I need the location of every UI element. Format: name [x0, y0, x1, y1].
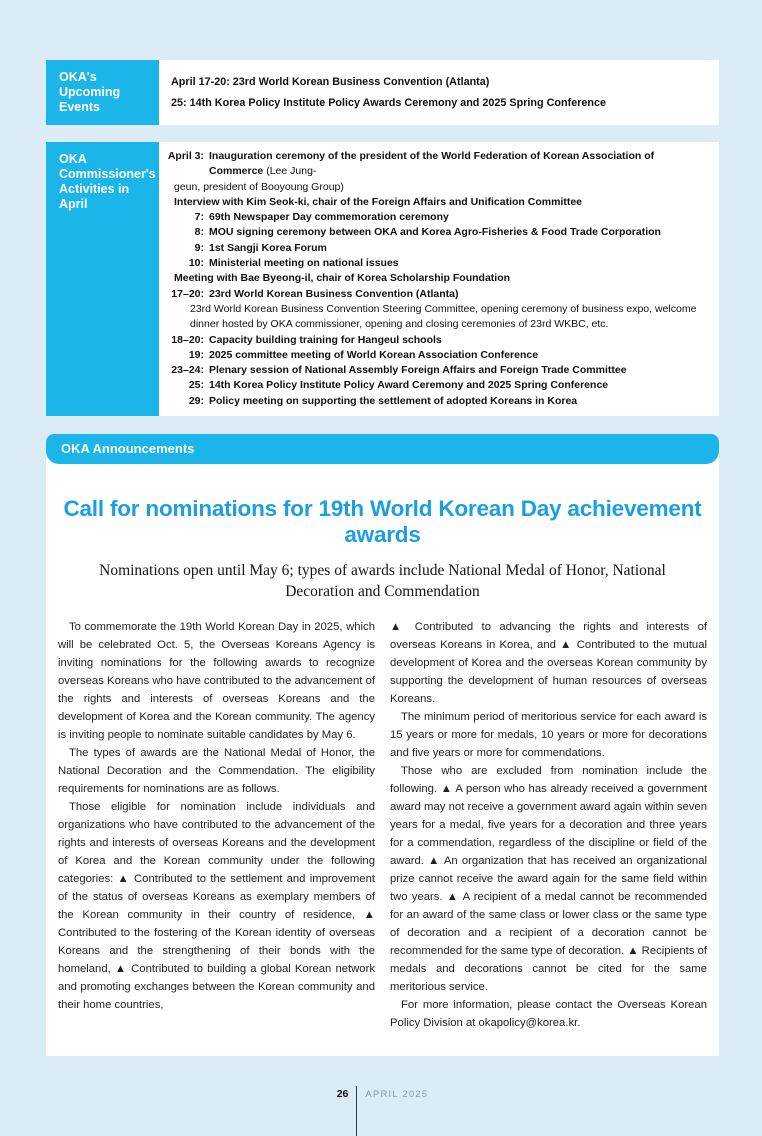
- activity-text: geun, president of Booyoung Group): [174, 180, 344, 193]
- activity-date-label: 29:: [188, 394, 204, 407]
- activity-row: [164, 348, 711, 363]
- activity-date-label: 17–20:: [171, 287, 204, 300]
- article-paragraph: For more information, please contact the Overseas Korean Policy Division at okapolicy@korea.kr.: [390, 999, 707, 1030]
- announcements-bar: OKA Announcements: [46, 434, 719, 464]
- activity-text: 14th Korea Policy Institute Policy Award Ceremony and 2025 Spring Conference: [209, 379, 609, 392]
- heading-line: OKA: [59, 152, 87, 166]
- activity-row: [190, 317, 711, 332]
- heading-line: OKA's: [59, 70, 97, 84]
- article-paragraph: ▲ Contributed to advancing the rights and interests of overseas Koreans in Korea, and ▲ Contributed to the mutual development of Korea and the overseas Korean community by supporting the development of human resources of overseas Koreans.: [390, 621, 707, 706]
- activity-row: [164, 149, 711, 180]
- article-paragraph: The minimum period of meritorious service for each award is 15 years or more for medals, 10 years or more for decorations and five years or more for commendations.: [390, 711, 707, 760]
- commissioner-activities-section: [46, 142, 719, 416]
- activity-text: Capacity building training for Hangeul schools: [209, 333, 442, 346]
- heading-line: April: [59, 197, 88, 211]
- activity-date-label: 18–20:: [171, 333, 204, 346]
- activity-text: Meeting with Bae Byeong-il, chair of Korea Scholarship Foundation: [174, 272, 511, 285]
- activity-text: Interview with Kim Seok-ki, chair of the Foreign Affairs and Unification Committee: [174, 195, 583, 208]
- commissioner-activities-heading: [46, 142, 159, 416]
- article-title: Call for nominations for 19th World Korean Day achievement awards: [63, 496, 702, 548]
- activity-row: [164, 394, 711, 409]
- activity-date-label: 7:: [194, 211, 204, 224]
- announcement-article-panel: [46, 451, 719, 1056]
- article-paragraph: Those eligible for nomination include individuals and organizations who have contributed to the advancement of the rights and interests of overseas Koreans and the development of Korea and the Korean community under the following categories: ▲ Contributed to the settlement and improvement of the status of overseas Koreans as exemplary members of the Korean community in their country of residence, ▲ Contributed to the fostering of the Korean identity of overseas Koreans and the strengthening of their bonds with the homeland, ▲ Contributed to building a global Korean network and promoting exchanges between the Korean community and their home countries,: [58, 801, 375, 1012]
- page-content: [46, 60, 719, 1136]
- activity-text: MOU signing ceremony between OKA and Korea Agro-Fisheries & Food Trade Corporation: [209, 226, 661, 239]
- upcoming-events-heading: [46, 60, 159, 125]
- issue-label: APRIL 2025: [365, 1089, 429, 1101]
- heading-line: Events: [59, 100, 100, 114]
- activity-row: [174, 195, 711, 210]
- footer-divider: [356, 1086, 357, 1136]
- activity-row: [164, 225, 711, 240]
- event-item: April 17-20: 23rd World Korean Business Convention (Atlanta): [171, 75, 490, 88]
- activity-text: 1st Sangji Korea Forum: [209, 241, 327, 254]
- heading-line: Upcoming: [59, 85, 121, 99]
- activity-text: 23rd World Korean Business Convention Steering Committee, opening ceremony of business expo, welcome: [190, 302, 697, 315]
- article-column-left: [58, 618, 375, 1032]
- activity-date-label: 25:: [188, 379, 204, 392]
- activity-text: Policy meeting on supporting the settlement of adopted Koreans in Korea: [209, 394, 578, 407]
- activity-date-label: 23–24:: [171, 364, 204, 377]
- event-item: 25: 14th Korea Policy Institute Policy Awards Ceremony and 2025 Spring Conference: [171, 96, 607, 109]
- heading-line: Commissioner's: [59, 167, 156, 181]
- activity-text: Plenary session of National Assembly Foreign Affairs and Foreign Trade Committee: [209, 364, 627, 377]
- activity-row: [164, 210, 711, 225]
- activity-date-label: 10:: [188, 257, 204, 270]
- article-column-right: [390, 618, 707, 1032]
- activity-row: [174, 271, 711, 286]
- activity-row: [164, 378, 711, 393]
- activity-date-label: 8:: [194, 226, 204, 239]
- article-paragraph: Those who are excluded from nomination include the following. ▲ A person who has already received a government award may not receive a government award again within seven years for a medal, five years for a decoration and three years for a commendation, regardless of the discipline or field of the award. ▲ An organization that has received an organizational prize cannot receive the award again for the same field within two years. ▲ A recipient of a medal cannot be recommended for an award of the same class or lower class or the same type of decoration and a recipient of a decoration cannot be recommended for the same type of decoration. ▲ Recipients of medals and decorations cannot be cited for the same meritorious service.: [390, 765, 707, 994]
- article-subtitle: Nominations open until May 6; types of awards include National Medal of Honor, National Decoration and Commendation: [99, 562, 666, 601]
- activities-list: [159, 142, 719, 416]
- activity-text: Ministerial meeting on national issues: [209, 257, 399, 270]
- events-list: [159, 60, 719, 125]
- activity-text: dinner hosted by OKA commissioner, opening and closing ceremonies of 23rd WKBC, etc.: [190, 318, 609, 331]
- page-number: 26: [336, 1088, 349, 1101]
- article-paragraph: The types of awards are the National Medal of Honor, the National Decoration and the Commendation. The eligibility requirements for nominations are as follows.: [58, 747, 375, 796]
- page-footer: [46, 1086, 719, 1136]
- article-body: [58, 618, 707, 1032]
- activity-row: [190, 302, 711, 317]
- activity-text: 23rd World Korean Business Convention (Atlanta): [209, 287, 459, 300]
- activity-date-label: 19:: [188, 348, 204, 361]
- heading-line: Activities in: [59, 182, 130, 196]
- activity-text: 69th Newspaper Day commemoration ceremony: [209, 211, 449, 224]
- article-paragraph: To commemorate the 19th World Korean Day in 2025, which will be celebrated Oct. 5, the Overseas Koreans Agency is inviting nominations for the following awards to recognize overseas Koreans who have contributed to the advancement of the rights and interests of overseas Koreans and the development of Korea and the Korean community. The agency is inviting people to nominate suitable candidates by May 6.: [58, 621, 375, 742]
- activity-row: [164, 287, 711, 302]
- upcoming-events-section: [46, 60, 719, 125]
- activity-text: Inauguration ceremony of the president of the World Federation of Korean Association of Commerce (Lee Jung-: [209, 150, 655, 178]
- activity-row: [164, 333, 711, 348]
- activity-row: [174, 180, 711, 195]
- activity-text: 2025 committee meeting of World Korean Association Conference: [209, 348, 539, 361]
- activity-row: [164, 363, 711, 378]
- activity-date-label: 9:: [194, 241, 204, 254]
- activity-date-label: April 3:: [167, 150, 204, 162]
- activity-row: [164, 256, 711, 271]
- activity-row: [164, 241, 711, 256]
